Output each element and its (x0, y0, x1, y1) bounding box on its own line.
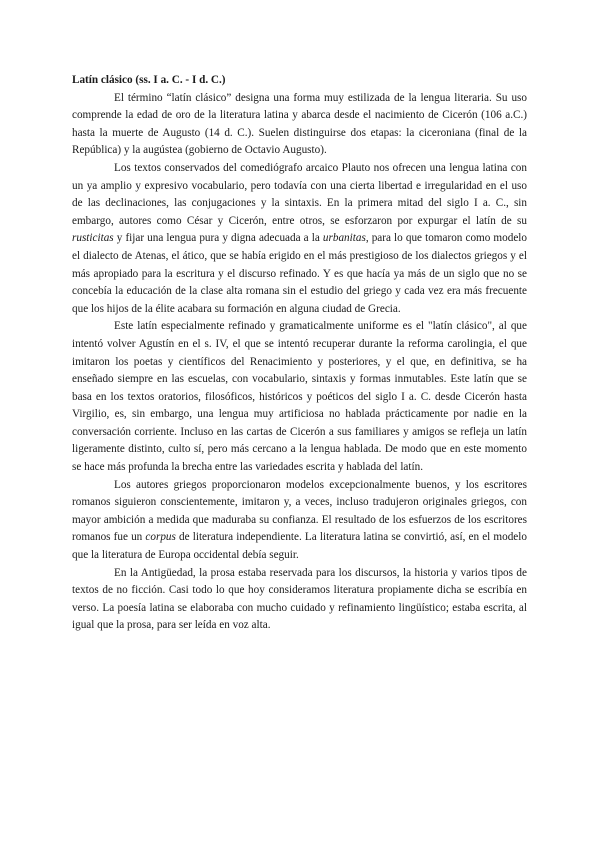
paragraph-2 (72, 160, 527, 318)
paragraph-2-text-a: Los textos conservados del comediógrafo arcaico Plauto nos ofrecen una lengua latina con un ya amplio y expresivo vocabulario, pero todavía con una cierta libertad e irregularidad en el uso de las declinaciones, las conjugaciones y la sintaxis. En la primera mitad del siglo I a. C., sin embargo, autores como César y Cicerón, entre otros, se esforzaron por expurgar el latín de su (72, 161, 527, 227)
document-page (72, 72, 527, 635)
term-corpus: corpus (145, 531, 176, 544)
paragraph-4 (72, 477, 527, 565)
paragraph-2-text-c: , para lo que tomaron como modelo el dialecto de Atenas, el ático, que se había erigido en el más prestigioso de los dialectos griegos y el más apropiado para la escritura y el discurso refinado. Y es que hacía ya más de un siglo que no se concebía la educación de la clase alta romana sin el estudio del griego y cada vez era más frecuente que los hijos de la élite acabara su formación en alguna ciudad de Grecia. (72, 232, 527, 315)
paragraph-1 (72, 90, 527, 160)
term-rusticitas: rusticitas (72, 232, 114, 245)
paragraph-2-text-b: y fijar una lengua pura y digna adecuada a la (113, 232, 323, 245)
paragraph-1-text: El término “latín clásico” designa una forma muy estilizada de la lengua literaria. Su uso comprende la edad de oro de la literatura latina y abarca desde el nacimiento de Cicerón (106 a.C.) hasta la muerte de Augusto (14 d. C.). Suelen distinguirse dos etapas: la ciceroniana (final de la República) y la augústea (gobierno de Octavio Augusto). (72, 91, 527, 157)
paragraph-5 (72, 565, 527, 635)
paragraph-5-text: En la Antigüedad, la prosa estaba reservada para los discursos, la historia y varios tipos de textos de no ficción. Casi todo lo que hoy consideramos literatura propiamente dicha se escribía en verso. La poesía latina se elaboraba con mucho cuidado y refinamiento lingüístico; estaba escrita, al igual que la prosa, para ser leída en voz alta. (72, 566, 527, 632)
paragraph-4-text-b: de literatura independiente. La literatura latina se convirtió, así, en el modelo que la literatura de Europa occidental debía seguir. (72, 531, 527, 562)
section-heading: Latín clásico (ss. I a. C. - I d. C.) (72, 74, 226, 86)
term-urbanitas: urbanitas (322, 232, 366, 245)
paragraph-3 (72, 318, 527, 476)
paragraph-4-text-a: Los autores griegos proporcionaron modelos excepcionalmente buenos, y los escritores romanos siguieron conscientemente, imitaron y, a veces, incluso tradujeron originales griegos, con mayor ambición a medida que maduraba su confianza. El resultado de los esfuerzos de los escritores romanos fue un (72, 478, 527, 544)
paragraph-3-text: Este latín especialmente refinado y gramaticalmente uniforme es el "latín clásico", al que intentó volver Agustín en el s. IV, el que se intentó recuperar durante la reforma carolingia, el que imitaron los poetas y científicos del Renacimiento y posteriores, y el que, en definitiva, se ha enseñado siempre en las escuelas, con vocabulario, sintaxis y formas inmutables. Este latín que se basa en los textos oratorios, filosóficos, históricos y poéticos del siglo I a. C. desde Cicerón hasta Virgilio, es, sin embargo, una lengua muy artificiosa no hablada prácticamente por nadie en la conversación corriente. Incluso en las cartas de Cicerón a sus familiares y amigos se refleja un latín ligeramente distinto, culto sí, pero más cercano a la lengua hablada. De modo que en este momento se hace más profunda la brecha entre las variedades escrita y hablada del latín. (72, 320, 527, 474)
